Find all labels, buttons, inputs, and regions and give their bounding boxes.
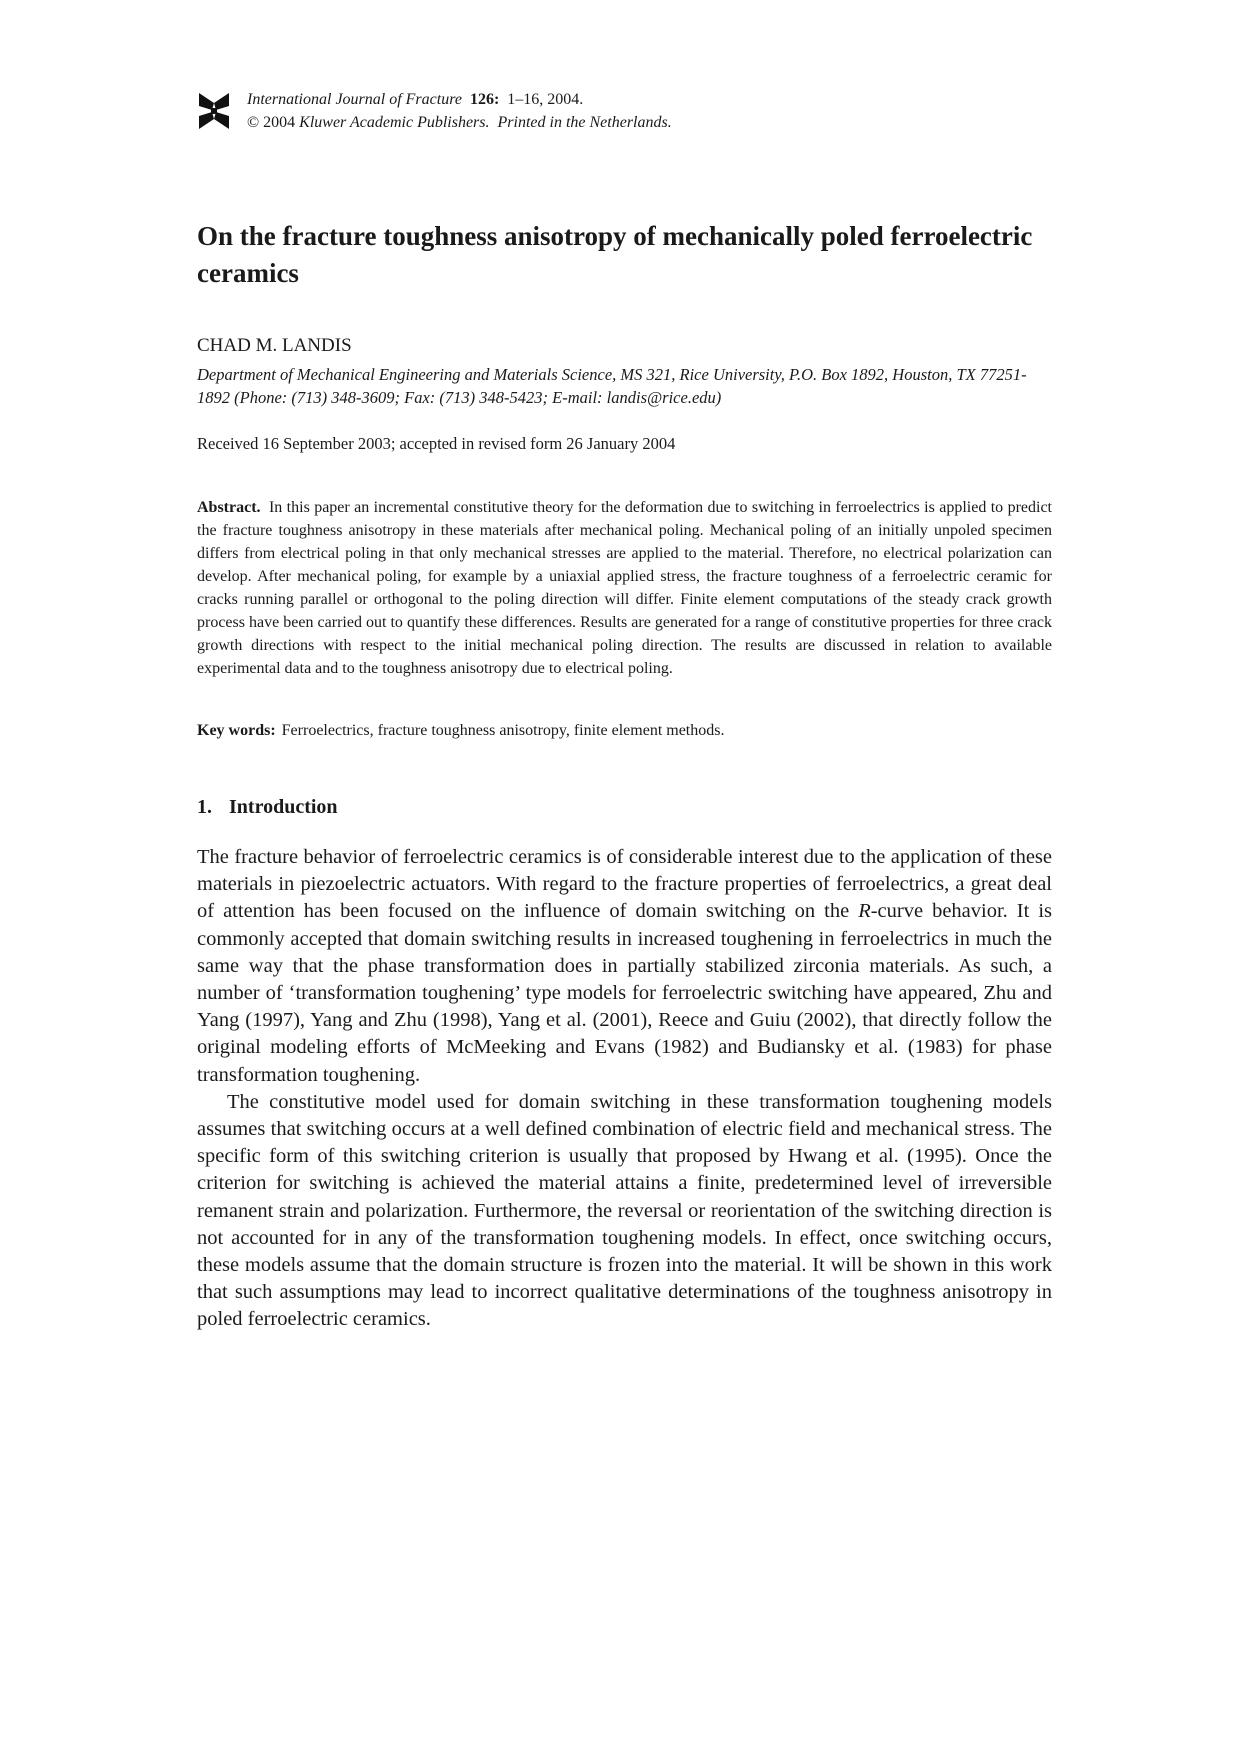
- abstract-label: Abstract.: [197, 499, 261, 516]
- body-text: [197, 844, 1052, 1334]
- journal-header: [197, 88, 897, 136]
- abstract-text: In this paper an incremental constitutive theory for the deformation due to switching in ferroelectrics is applied to predict the fracture toughness anisotropy in these materials after mechanical poling. Mechanical poling of an initially unpoled specimen differs from electrical poling in that only mechanical stresses are applied to the material. Therefore, no electrical polarization can develop. After mechanical poling, for example by a uniaxial applied stress, the fracture toughness of a ferroelectric ceramic for cracks running parallel or orthogonal to the poling direction will differ. Finite element computations of the steady crack growth process have been carried out to quantify these differences. Results are generated for a range of constitutive properties for three crack growth directions with respect to the initial mechanical poling direction. The results are discussed in relation to available experimental data and to the toughness anisotropy due to electrical poling.: [197, 499, 1053, 677]
- section-heading: [197, 794, 338, 820]
- section-number: 1.: [197, 796, 212, 818]
- printed-note: Printed in the Netherlands.: [497, 114, 672, 131]
- citation-line-2: [247, 111, 672, 134]
- author-name: CHAD M. LANDIS: [197, 335, 352, 356]
- journal-name: International Journal of Fracture: [247, 91, 462, 108]
- publisher: Kluwer Academic Publishers.: [299, 114, 490, 131]
- publisher-logo-icon: [197, 91, 231, 131]
- paragraph-1-part-1: The fracture behavior of ferroelectric ceramics is of considerable interest due to the application of these materials in piezoelectric actuators. With regard to the fracture properties of ferroelectrics, a great deal of attention has been focused on the influence of domain switching on the: [197, 846, 1052, 923]
- pages-year: 1–16, 2004.: [507, 91, 584, 108]
- r-symbol: R: [858, 900, 871, 923]
- keywords-text: Ferroelectrics, fracture toughness anisotropy, finite element methods.: [281, 722, 725, 739]
- author-affiliation: Department of Mechanical Engineering and Materials Science, MS 321, Rice University, P.O. Box 1892, Houston, TX 77251-1892 (Phone: (713) 348-3609; Fax: (713) 348-5423; E-mail: landis@rice.edu): [197, 365, 1027, 407]
- volume: 126:: [469, 91, 500, 108]
- received-dates: Received 16 September 2003; accepted in revised form 26 January 2004: [197, 434, 676, 453]
- paragraph-1: [197, 844, 1052, 1089]
- abstract: [197, 496, 1052, 680]
- paragraph-2: The constitutive model used for domain switching in these transformation toughening models assumes that switching occurs at a well defined combination of electric field and mechanical stress. The specific form of this switching criterion is usually that proposed by Hwang et al. (1995). Once the criterion for switching is achieved the material attains a finite, predetermined level of irreversible remanent strain and polarization. Furthermore, the reversal or reorientation of the switching direction is not accounted for in any of the transformation toughening models. In effect, once switching occurs, these models assume that the domain structure is frozen into the material. It will be shown in this work that such assumptions may lead to incorrect qualitative determinations of the toughness anisotropy in poled ferroelectric ceramics.: [197, 1090, 1052, 1331]
- section-title: Introduction: [229, 796, 338, 818]
- paper-title: On the fracture toughness anisotropy of mechanically poled ferroelectric ceramics: [197, 221, 1033, 288]
- copyright: © 2004: [247, 114, 296, 131]
- paragraph-1-part-2: -curve behavior. It is commonly accepted that domain switching results in increased toughening in ferroelectrics in much the same way that the phase transformation does in partially stabilized zirconia materials. As such, a number of ‘transformation toughening’ type models for ferroelectric switching have appeared, Zhu and Yang (1997), Yang and Zhu (1998), Yang et al. (2001), Reece and Guiu (2002), that directly follow the original modeling efforts of McMeeking and Evans (1982) and Budiansky et al. (1983) for phase transformation toughening.: [197, 900, 1052, 1086]
- keywords: [197, 719, 1052, 742]
- journal-citation: [247, 88, 672, 134]
- keywords-label: Key words:: [197, 722, 276, 739]
- citation-line-1: [247, 88, 672, 111]
